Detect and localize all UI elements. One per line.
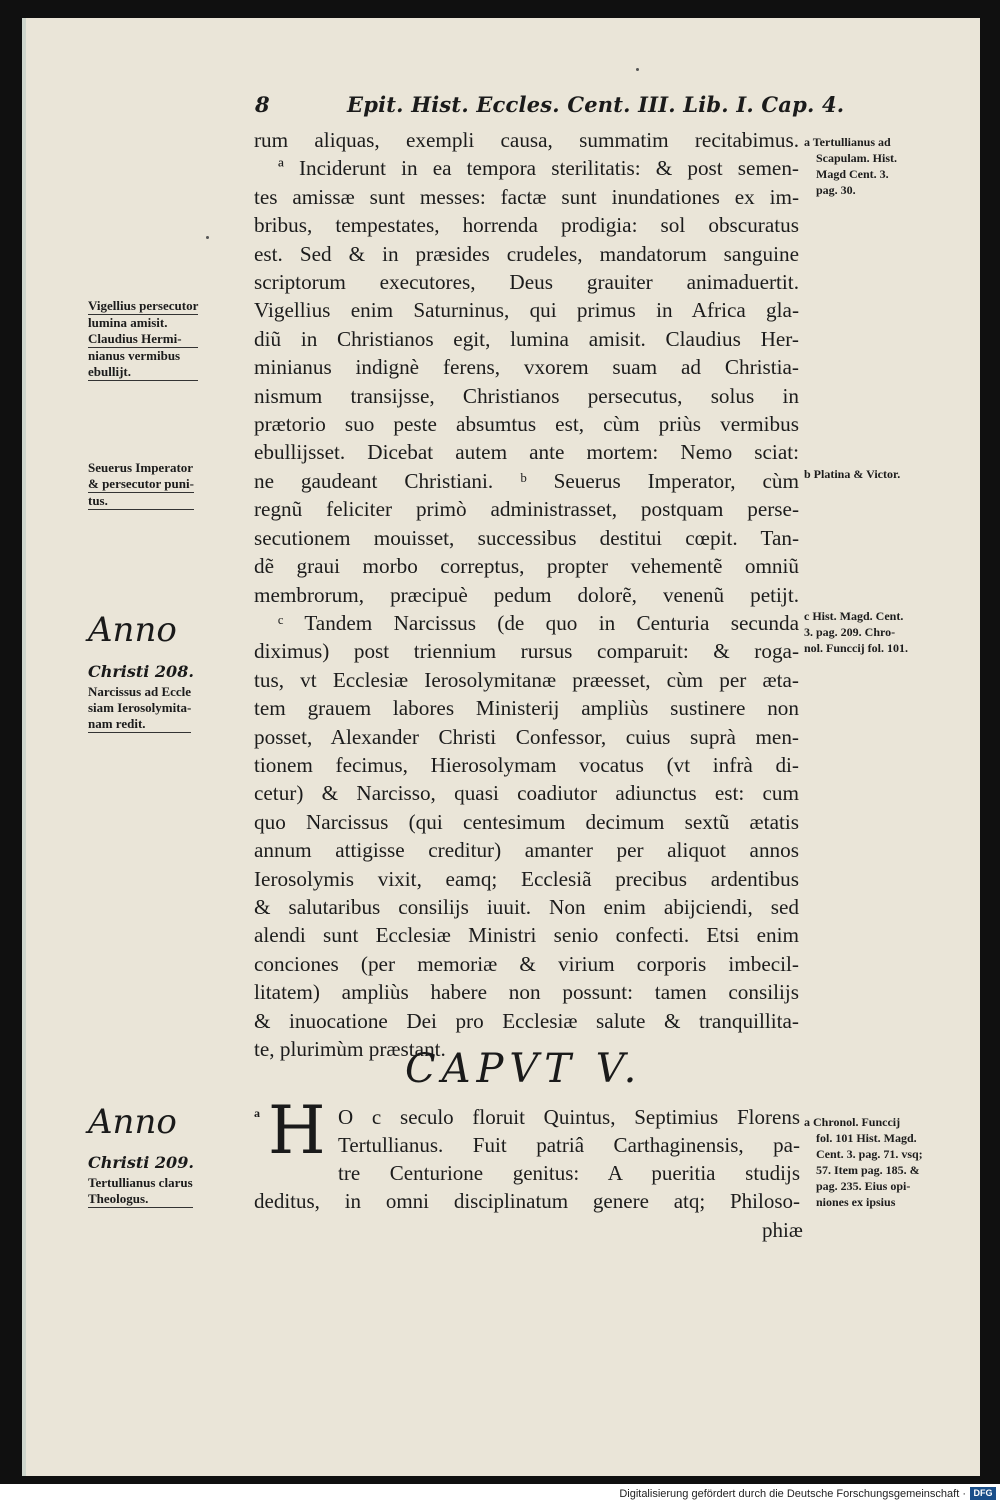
- margin-note-line: Claudius Hermi-: [88, 331, 198, 348]
- footnote-a2: [804, 1114, 923, 1210]
- text-line: minianus indignè ferens, vxorem suam ad Christia-: [254, 355, 799, 380]
- footnote-c: [804, 608, 908, 656]
- text-line: & inuocatione Dei pro Ecclesiæ salute & tranquillita-: [254, 1008, 799, 1033]
- footnote-line: Scapulam. Hist.: [816, 151, 898, 165]
- catchword: phiæ: [762, 1218, 803, 1242]
- text-line: ne gaudeant Christiani. ᵇ Seuerus Imperator, cùm: [254, 468, 799, 493]
- margin-note-line: Theologus.: [88, 1191, 193, 1208]
- text-line: ª Inciderunt in ea tempora sterilitatis: & post semen-: [278, 156, 799, 181]
- text-line: quo Narcissus (qui centesimum decimum sextũ ætatis: [254, 809, 799, 834]
- footnote-line: fol. 101 Hist. Magd.: [816, 1131, 917, 1145]
- margin-note-severus: [88, 460, 194, 510]
- text-line: alendi sunt Ecclesiæ Ministri senio confecti. Etsi enim: [254, 923, 799, 948]
- drop-cap-initial: H: [268, 1092, 326, 1169]
- margin-note-line: & persecutor puni-: [88, 476, 194, 491]
- text-line: te, plurimùm præstant.: [254, 1037, 446, 1061]
- footnote-a: [804, 134, 897, 198]
- margin-note-line: Tertullianus clarus: [88, 1175, 193, 1190]
- text-line: membrorum, præcipuè pedum dolorẽ, venenũ petijt.: [254, 582, 799, 607]
- footnote-line: a Chronol. Funccij: [804, 1115, 901, 1129]
- footnote-line: Magd Cent. 3.: [816, 167, 889, 181]
- anno-heading: Anno: [88, 1102, 177, 1142]
- text-line: nismum transijsse, Christianos persecutus, solus in: [254, 383, 799, 408]
- margin-note-line: Narcissus ad Eccle: [88, 684, 192, 699]
- text-line: annum attigisse creditur) amanter per aliquot annos: [254, 838, 799, 863]
- margin-note-line: ebullijt.: [88, 364, 198, 381]
- ink-speck: [206, 236, 209, 239]
- page-header: [255, 92, 845, 124]
- footnote-marker: a: [254, 1106, 260, 1120]
- text-line: prætorio suo peste absumtus est, cùm priùs vermibus: [254, 412, 799, 437]
- chapter-title: CAPVT V.: [405, 1046, 643, 1092]
- footnote-line: 57. Item pag. 185. &: [816, 1163, 920, 1177]
- footnote-line: pag. 30.: [816, 183, 856, 197]
- chapter-text-block: [338, 1103, 800, 1159]
- margin-note-tertullian: [88, 1175, 193, 1208]
- footnote-line: b Platina & Victor.: [804, 467, 901, 481]
- page-number: 8: [255, 92, 270, 117]
- margin-note-line: tus.: [88, 493, 194, 510]
- main-text-block: [254, 126, 799, 1063]
- text-line: bribus, tempestates, horrenda prodigia: sol obscuratus: [254, 213, 799, 238]
- text-line: & salutaribus consilijs iuuit. Non enim abijciendi, sed: [254, 894, 799, 919]
- funding-credit: Digitalisierung gefördert durch die Deutsche Forschungsgemeinschaft ·: [619, 1488, 966, 1500]
- text-line: Vigellius enim Saturninus, qui primus in Africa gla-: [254, 298, 799, 323]
- anno-heading: Anno: [88, 610, 177, 650]
- chapter-text-block-full: [254, 1159, 800, 1215]
- text-line: est. Sed & in præsides crudeles, mandatorum sanguine: [254, 241, 799, 266]
- footnote-b: [804, 466, 900, 482]
- text-line: diũ in Christianos egit, lumina amisit. Claudius Her-: [254, 326, 799, 351]
- text-line: litatem) ampliùs habere non possunt: tamen consilijs: [254, 980, 799, 1005]
- footnote-line: Cent. 3. pag. 71. vsq;: [816, 1147, 923, 1161]
- footnote-line: a Tertullianus ad: [804, 135, 891, 149]
- margin-note-line: siam Ierosolymita-: [88, 700, 192, 715]
- text-line: tionem fecimus, Hierosolymam vocatus (vt infrà di-: [254, 752, 799, 777]
- text-line: O c seculo floruit Quintus, Septimius Florens: [338, 1105, 800, 1129]
- text-line: ebullijsset. Dicebat autem ante mortem: Nemo sciat:: [254, 440, 799, 465]
- text-line: regnũ feliciter primò administrasset, postquam perse-: [254, 497, 799, 522]
- footnote-line: pag. 235. Eius opi-: [816, 1179, 911, 1193]
- footnote-line: niones ex ipsius: [816, 1195, 896, 1209]
- text-line: tem grauem labores Ministerij ampliùs sustinere non: [254, 696, 799, 721]
- anno-year: Christi 208.: [88, 662, 194, 681]
- text-line: posset, Alexander Christi Confessor, cuius suprà men-: [254, 724, 799, 749]
- margin-note-vigellius: [88, 298, 198, 381]
- text-line: ᶜ Tandem Narcissus (de quo in Centuria secunda: [278, 610, 799, 635]
- text-line: tre Centurione genitus: A pueritia studijs: [338, 1161, 800, 1185]
- text-line: Tertullianus. Fuit patriâ Carthaginensis, pa-: [338, 1133, 800, 1157]
- text-line: conciones (per memoriæ & virium corporis imbecil-: [254, 951, 799, 976]
- text-line: deditus, in omni disciplinatum genere atq; Philoso-: [254, 1189, 800, 1213]
- margin-note-line: nianus vermibus: [88, 348, 181, 363]
- dfg-logo: DFG: [970, 1487, 996, 1500]
- margin-note-line: lumina amisit.: [88, 315, 168, 330]
- margin-note-narcissus: [88, 684, 191, 733]
- text-line: tes amissæ sunt messes: factæ sunt inundationes ex im-: [254, 184, 799, 209]
- text-line: cetur) & Narcisso, quasi coadiutor adiunctus est: cum: [254, 781, 799, 806]
- margin-note-line: nam redit.: [88, 716, 191, 733]
- footnote-line: c Hist. Magd. Cent.: [804, 609, 904, 623]
- text-line: Ierosolymis vixit, eamq; Ecclesiã precibus ardentibus: [254, 866, 799, 891]
- text-line: secutionem mouisset, successibus destitui cœpit. Tan-: [254, 525, 799, 550]
- text-line: dẽ graui morbo correptus, propter vehementẽ omniũ: [254, 554, 799, 579]
- ink-speck: [636, 68, 639, 71]
- digitization-footer: [0, 1484, 1000, 1504]
- running-head: Epit. Hist. Eccles. Cent. III. Lib. I. Cap. 4.: [347, 92, 845, 117]
- footnote-line: 3. pag. 209. Chro-: [804, 625, 896, 639]
- text-line: scriptorum executores, Deus grauiter animaduertit.: [254, 270, 799, 295]
- text-line: tus, vt Ecclesiæ Ierosolymitanæ præesset, cùm per ætа-: [254, 667, 799, 692]
- text-line: diximus) post triennium rursus comparuit: & roga-: [254, 639, 799, 664]
- margin-note-line: Vigellius persecutor: [88, 298, 199, 313]
- footnote-line: nol. Funccij fol. 101.: [804, 641, 908, 655]
- margin-note-line: Seuerus Imperator: [88, 460, 194, 475]
- anno-year: Christi 209.: [88, 1153, 194, 1172]
- text-line: rum aliquas, exempli causa, summatim recitabimus.: [254, 128, 799, 152]
